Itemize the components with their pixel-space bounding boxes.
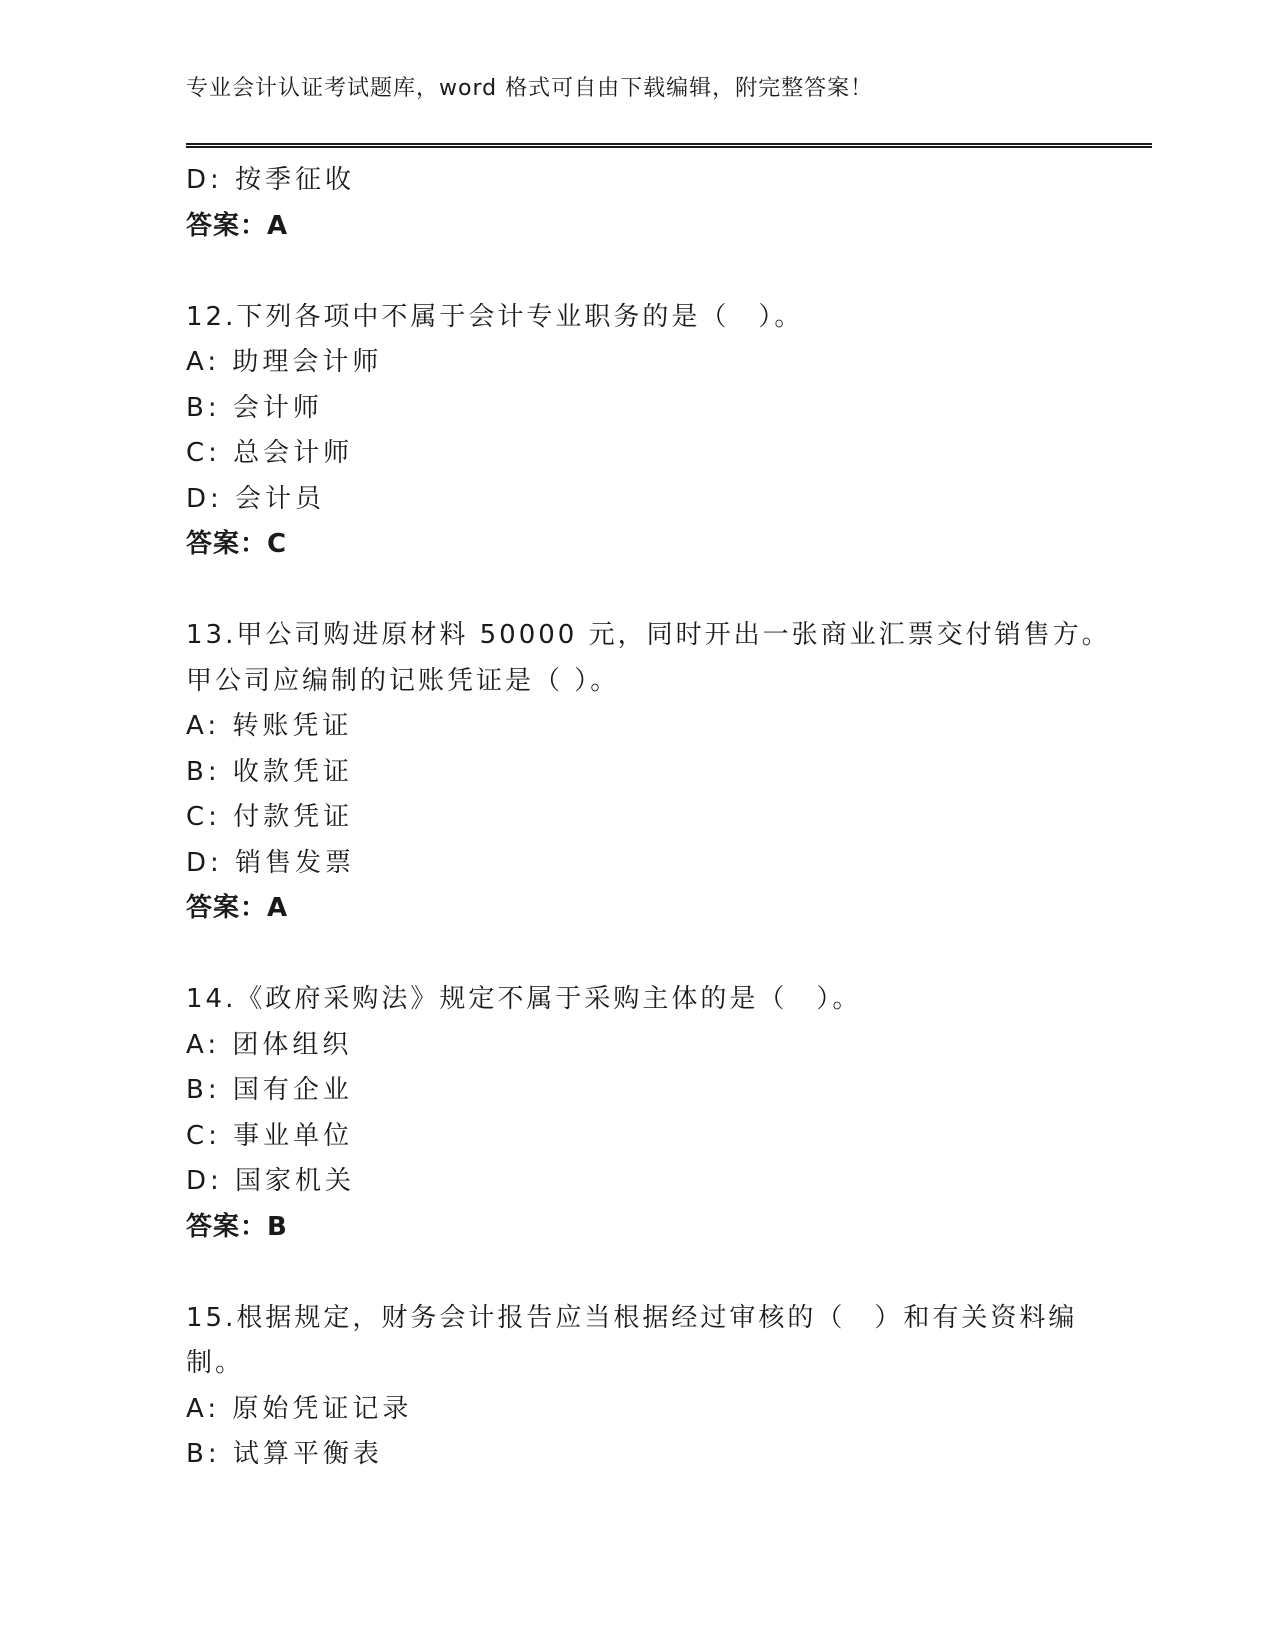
question-13-answer: 答案：A: [186, 893, 289, 923]
question-12-option-d: D: 会计员: [186, 483, 326, 514]
question-12-option-a: A: 助理会计师: [186, 347, 383, 377]
question-15-stem-line1: 15.根据规定，财务会计报告应当根据经过审核的（ ）和有关资料编: [186, 1302, 1078, 1333]
page-header: 专业会计认证考试题库，word 格式可自由下载编辑，附完整答案！: [186, 76, 874, 101]
prev-question-answer: 答案：A: [186, 210, 289, 241]
header-rule: [186, 143, 1152, 148]
question-12-option-c: C: 总会计师: [186, 438, 354, 468]
question-14-option-b: B: 国有企业: [186, 1075, 353, 1105]
question-15-stem-line2: 制。: [186, 1348, 245, 1378]
question-14-option-c: C: 事业单位: [186, 1120, 354, 1151]
question-12-stem: 12.下列各项中不属于会计专业职务的是（ ）。: [186, 301, 804, 332]
question-15-option-a: A: 原始凭证记录: [186, 1393, 413, 1424]
question-13-stem-line2: 甲公司应编制的记账凭证是（ ）。: [186, 665, 620, 696]
question-12-answer: 答案：C: [186, 529, 288, 559]
question-14-answer: 答案：B: [186, 1211, 288, 1242]
question-13-option-b: B: 收款凭证: [186, 756, 353, 787]
question-15-option-b: B: 试算平衡表: [186, 1439, 383, 1469]
question-13-option-c: C: 付款凭证: [186, 802, 354, 832]
question-13-option-a: A: 转账凭证: [186, 711, 353, 741]
question-14-option-d: D: 国家机关: [186, 1166, 356, 1196]
question-14-option-a: A: 团体组织: [186, 1029, 353, 1060]
question-14-stem: 14.《政府采购法》规定不属于采购主体的是（ ）。: [186, 984, 862, 1014]
question-12-option-b: B: 会计师: [186, 392, 323, 423]
exam-content: [186, 158, 1152, 1478]
question-13-option-d: D: 销售发票: [186, 847, 356, 878]
question-13-stem-line1: 13.甲公司购进原材料 50000 元，同时开出一张商业汇票交付销售方。: [186, 620, 1111, 650]
prev-question-option-d: D: 按季征收: [186, 165, 356, 195]
